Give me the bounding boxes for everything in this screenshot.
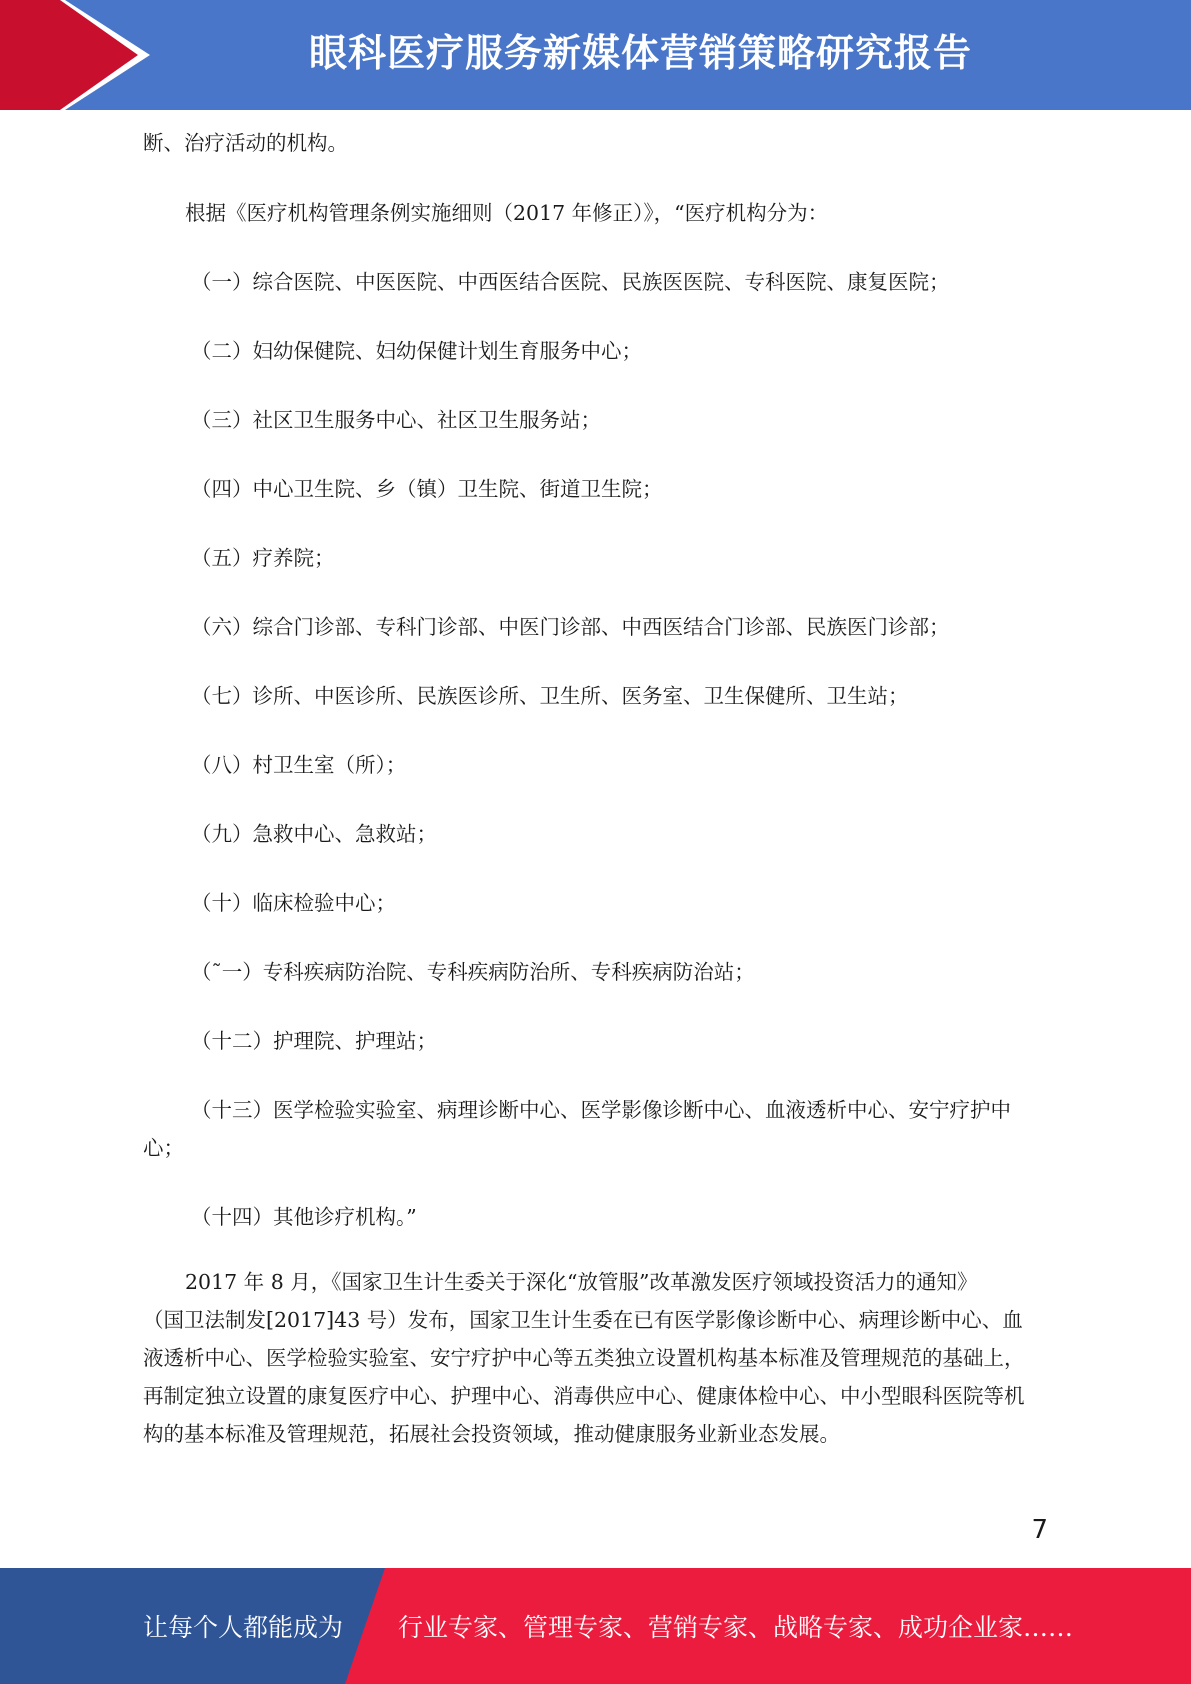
list-item: （五）疗养院； — [191, 546, 335, 570]
paragraph-continuation: 断、治疗活动的机构。 — [143, 131, 348, 155]
list-item: （八）村卫生室（所）； — [191, 753, 407, 777]
list-item: （十四）其他诊疗机构。” — [191, 1205, 417, 1229]
institution-list — [143, 263, 1048, 1236]
paragraph-line: （国卫法制发[2017]43 号）发布，国家卫生计生委在已有医学影像诊断中心、病理诊断中心、血 — [143, 1308, 1023, 1332]
footer-slogan-left: 让每个人都能成为 — [143, 1613, 344, 1642]
document-body — [143, 124, 1048, 1453]
list-item: （九）急救中心、急救站； — [191, 822, 437, 846]
footer-slogan-right: 行业专家、管理专家、营销专家、战略专家、成功企业家…… — [398, 1613, 1074, 1642]
paragraph-notice — [143, 1263, 1048, 1453]
paragraph-intro: 根据《医疗机构管理条例实施细则（2017 年修正）》，“医疗机构分为： — [185, 201, 829, 225]
list-item: （˜一）专科疾病防治院、专科疾病防治所、专科疾病防治站； — [191, 960, 755, 984]
header-chevron-decoration — [0, 0, 160, 110]
list-item: （四）中心卫生院、乡（镇）卫生院、街道卫生院； — [191, 477, 663, 501]
paragraph-line: 构的基本标准及管理规范，拓展社会投资领域，推动健康服务业新业态发展。 — [143, 1422, 840, 1446]
page-header — [0, 0, 1191, 110]
page-footer — [0, 1568, 1191, 1684]
paragraph-line: 2017 年 8 月，《国家卫生计生委关于深化“放管服”改革激发医疗领域投资活力的通知》 — [185, 1270, 978, 1294]
list-item: （十）临床检验中心； — [191, 891, 396, 915]
list-item: （七）诊所、中医诊所、民族医诊所、卫生所、医务室、卫生保健所、卫生站； — [191, 684, 909, 708]
paragraph-line: 液透析中心、医学检验实验室、安宁疗护中心等五类独立设置机构基本标准及管理规范的基础上， — [143, 1346, 1025, 1370]
list-item-line: （十三）医学检验实验室、病理诊断中心、医学影像诊断中心、血液透析中心、安宁疗护中 — [191, 1098, 1011, 1122]
list-item: （三）社区卫生服务中心、社区卫生服务站； — [191, 408, 601, 432]
list-item: （一）综合医院、中医医院、中西医结合医院、民族医医院、专科医院、康复医院； — [191, 270, 950, 294]
list-item-line-continuation: 心； — [143, 1136, 184, 1160]
list-item: （二）妇幼保健院、妇幼保健计划生育服务中心； — [191, 339, 642, 363]
paragraph-line: 再制定独立设置的康复医疗中心、护理中心、消毒供应中心、健康体检中心、中小型眼科医院等机 — [143, 1384, 1025, 1408]
report-title: 眼科医疗服务新媒体营销策略研究报告 — [308, 31, 972, 75]
page-number: 7 — [1031, 1515, 1048, 1545]
list-item: （十二）护理院、护理站； — [191, 1029, 437, 1053]
list-item: （六）综合门诊部、专科门诊部、中医门诊部、中西医结合门诊部、民族医门诊部； — [191, 615, 950, 639]
chevron-red — [0, 0, 138, 110]
